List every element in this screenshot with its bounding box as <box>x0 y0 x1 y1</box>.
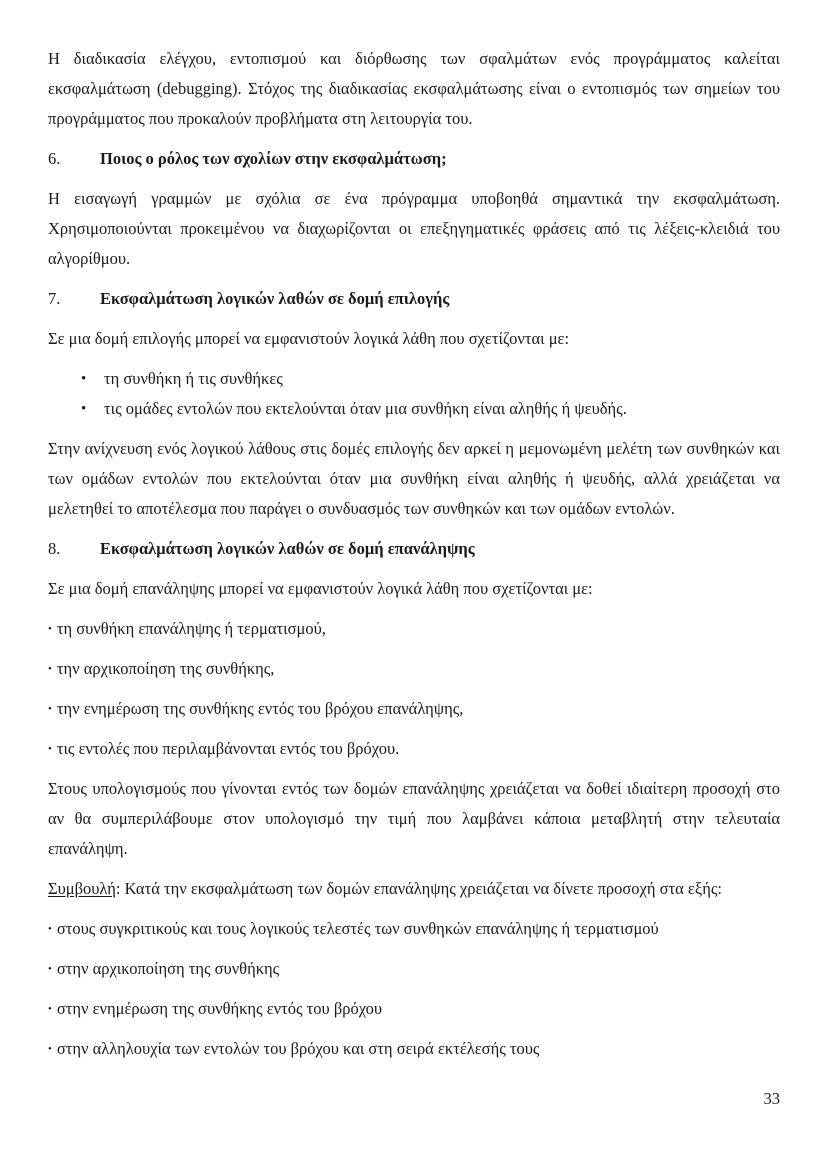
intro-paragraph: Η διαδικασία ελέγχου, εντοπισμού και διόρθωσης των σφαλμάτων ενός προγράμματος καλείται εκσφαλμάτωση (debugging). Στόχος της διαδικασίας εκσφαλμάτωσης είναι ο εντοπισμός των σημείων του προγράμματος που προκαλούν προβλήματα στη λειτουργία του. <box>48 49 780 128</box>
bullet-icon: • <box>48 623 52 635</box>
list-item <box>48 994 780 1024</box>
list-item-label: στην ενημέρωση της συνθήκης εντός του βρόχου <box>56 999 383 1018</box>
list-item: • τη συνθήκη ή τις συνθήκες <box>48 364 780 394</box>
list-item <box>48 954 780 984</box>
heading-7-number: 7. <box>48 289 61 308</box>
list-item-label: στην αλληλουχία των εντολών του βρόχου και στη σειρά εκτέλεσής τους <box>56 1039 540 1058</box>
section-8-lead: Σε μια δομή επανάληψης μπορεί να εμφανιστούν λογικά λάθη που σχετίζονται με: <box>48 579 593 598</box>
list-item-label: στους συγκριτικούς και τους λογικούς τελεστές των συνθηκών επανάληψης ή τερματισμού <box>56 919 659 938</box>
heading-8-number: 8. <box>48 539 61 558</box>
bullet-icon: • <box>48 1003 52 1015</box>
advice-label: Συμβουλή <box>48 879 116 898</box>
bullet-icon: • <box>48 963 52 975</box>
list-item <box>48 734 780 764</box>
list-item-label: την ενημέρωση της συνθήκης εντός του βρόχου επανάληψης, <box>56 699 464 718</box>
bullet-icon: • <box>48 663 52 675</box>
heading-section-6 <box>48 144 780 174</box>
page-number: 33 <box>763 1089 780 1108</box>
section-8-paragraph: Στους υπολογισμούς που γίνονται εντός των δομών επανάληψης χρειάζεται να δοθεί ιδιαίτερη προσοχή στο αν θα συμπεριλάβουμε στον υπολογισμό την τιμή που λαμβάνει κάποια μεταβλητή στην τελευταία επανάληψη. <box>48 779 780 858</box>
list-item: • τις ομάδες εντολών που εκτελούνται όταν μια συνθήκη είναι αληθής ή ψευδής. <box>48 394 780 424</box>
heading-7-title: Εκσφαλμάτωση λογικών λαθών σε δομή επιλογής <box>100 289 450 308</box>
list-item-label: τη συνθήκη επανάληψης ή τερματισμού, <box>56 619 326 638</box>
advice-lead-rest: : Κατά την εκσφαλμάτωση των δομών επανάληψης χρειάζεται να δίνετε προσοχή στα εξής: <box>115 879 722 898</box>
list-item <box>48 1034 780 1064</box>
bullet-icon: • <box>48 743 52 755</box>
section-7-lead: Σε μια δομή επιλογής μπορεί να εμφανιστούν λογικά λάθη που σχετίζονται με: <box>48 329 570 348</box>
bullet-icon: • <box>48 1043 52 1055</box>
document-body <box>48 44 780 1064</box>
section-6-paragraph: Η εισαγωγή γραμμών με σχόλια σε ένα πρόγραμμα υποβοηθά σημαντικά την εκσφαλμάτωση. Χρησιμοποιούνται προκειμένου να διαχωρίζονται οι επεξηγηματικές φράσεις από τις λέξεις-κλειδιά του αλγορίθμου. <box>48 189 780 268</box>
list-item <box>48 614 780 644</box>
section-7-paragraph: Στην ανίχνευση ενός λογικού λάθους στις δομές επιλογής δεν αρκεί η μεμονωμένη μελέτη των συνθηκών και των ομάδων εντολών που εκτελούνται όταν μια συνθήκη είναι αληθής ή ψευδής, αλλά χρειάζεται να μελετηθεί το αποτέλεσμα που παράγει ο συνδυασμός των συνθηκών και των ομάδων εντολών. <box>48 439 780 518</box>
bullet-icon: • <box>48 923 52 935</box>
list-item <box>48 694 780 724</box>
heading-8-title: Εκσφαλμάτωση λογικών λαθών σε δομή επανάληψης <box>100 539 475 558</box>
section-7-bullet-list <box>48 364 780 424</box>
list-item-label: την αρχικοποίηση της συνθήκης, <box>56 659 275 678</box>
list-item-label: στην αρχικοποίηση της συνθήκης <box>56 959 280 978</box>
list-item <box>48 654 780 684</box>
heading-section-8 <box>48 534 780 564</box>
list-item <box>48 914 780 944</box>
heading-6-title: Ποιος ο ρόλος των σχολίων στην εκσφαλμάτωση; <box>100 149 447 168</box>
heading-section-7 <box>48 284 780 314</box>
bullet-icon: • <box>48 703 52 715</box>
advice-lead <box>48 874 780 904</box>
heading-6-number: 6. <box>48 149 61 168</box>
list-item-label: τις εντολές που περιλαμβάνονται εντός του βρόχου. <box>56 739 400 758</box>
